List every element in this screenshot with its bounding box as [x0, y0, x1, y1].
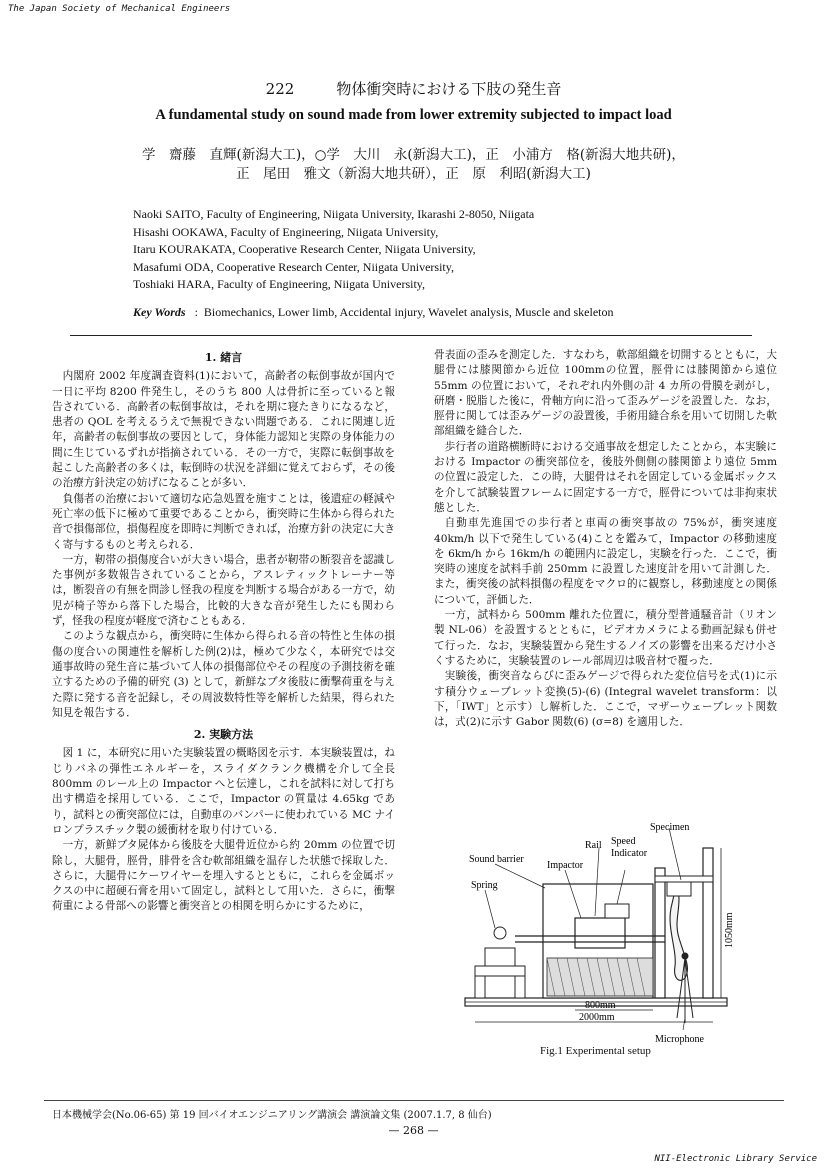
label-dim-1050: 1050mm — [724, 912, 735, 948]
affiliation-2: Hisashi OOKAWA, Faculty of Engineering, Niigata University, — [133, 224, 439, 239]
affiliation-4: Masafumi ODA, Cooperative Research Center, Niigata University, — [133, 259, 454, 274]
section-1-paragraph: このような観点から，衝突時に生体から得られる音の特性と生体の損傷の度合いの関連性を解析した例(2)は，極めて少なく，本研究では交通事故時の発生音に基づいて人体の損傷部位やその程度の予測技術を確立するための予備的研究 (3) として，新鮮なブタ後肢に衝撃荷重を与えた際に発する音を記録し，その周波数特性等を解析した結果，得られた知見を報告する． — [52, 630, 395, 719]
affiliations — [133, 206, 534, 294]
authors-line-1: 学 齋藤 直輝(新潟大工)，○学 大川 永(新潟大工)，正 小浦方 格(新潟大地共研)， — [142, 147, 685, 163]
label-microphone: Microphone — [655, 1034, 704, 1045]
label-spring: Spring — [471, 880, 498, 891]
section-2-paragraph: 一方，新鮮ブタ屍体から後肢を大腿骨近位から約 20mm の位置で切除し，大腿骨，脛骨，腓骨を含む軟部組織を温存した状態で採取した．さらに，大腿骨にケーワイヤーを埋入するとともに，これらを金属ボックスの中に超硬石膏を用いて固定し，試料として用いた．さらに，衝撃荷重による骨部への影響と衝突音との相関を明らかにするために， — [52, 839, 395, 913]
title-jp-text: 物体衝突時における下肢の発生音 — [336, 80, 562, 98]
section-2-heading: 2. 実験方法 — [193, 728, 254, 742]
authors — [0, 146, 827, 184]
section-2-paragraph: 図 1 に，本研究に用いた実験装置の概略図を示す．本実験装置は，ねじりバネの弾性エネルギーを，スライダクランク機構を介して全長 800mm のレール上の Impactor へと伝達し，これを試料に対して打ち出す構造を採用している．ここで，Impactor の質量は 4.65kg であり，試料との衝突部位には，自動車のバンパーに使われている MC ナイロンプラスチック製の緩衝材を取り付けている． — [52, 747, 395, 836]
affiliation-3: Itaru KOURAKATA, Cooperative Research Center, Niigata University, — [133, 242, 476, 256]
label-dim-800: 800mm — [585, 1000, 616, 1011]
label-speed: Speed — [611, 836, 636, 847]
section-2-paragraph: 実験後，衝突音ならびに歪みゲージで得られた変位信号を式(1)に示す積分ウェーブレット変換(5)-(6) (Integral wavelet transform：以下，「IWT」と示す）し解析した．ここで，マザーウェーブレット関数は，式(2)に示す Gabor 関数(6) (σ=8) を適用した． — [434, 670, 777, 729]
authors-line-2: 正 尾田 雅文（新潟大地共研），正 原 利昭(新潟大工) — [236, 166, 591, 182]
right-column — [434, 348, 777, 730]
label-rail: Rail — [585, 840, 602, 851]
footer-service: NII-Electronic Library Service — [654, 1154, 817, 1164]
header-society: The Japan Society of Mechanical Engineers — [8, 4, 231, 14]
section-1-paragraph: 内閣府 2002 年度調査資料(1)において，高齢者の転倒事故が国内で一日に平均 8200 件発生し，そのうち 800 人は骨折に至っていると報告されている．高齢者の転倒事故は，それを期に寝たきりになるなど，患者の QOL を考えるうえで無視できない問題である．これに関連し近年，高齢者の転倒事故の要因として，身体能力認知と実際の身体能力の間に生じているずれが指摘されている．その一方で，実際に転倒事故を起こした高齢者の多くは，転倒時の状況を詳細に覚えておらず，その後の治療方針決定の妨げになることが多い． — [52, 370, 395, 490]
page-number: — 268 — — [388, 1124, 439, 1137]
section-2-paragraph: 自動車先進国での歩行者と車両の衝突事故の 75%が，衝突速度 40km/h 以下で発生している(4)ことを鑑みて，Impactor の移動速度を 6km/h から 16km/h の範囲内に設定し，実験を行った．ここで，衝突時の速度を試料手前 250mm に設置した速度計を用いて計測した．また，衝突後の試料損傷の程度をマクロ的に観察し，移動速度との関係について，評価した． — [434, 517, 777, 606]
header-divider — [70, 335, 752, 336]
title-en: A fundamental study on sound made from lower extremity subjected to impact load — [155, 107, 672, 123]
keywords-sep: : — [194, 305, 198, 319]
affiliation-5: Toshiaki HARA, Faculty of Engineering, Niigata University, — [133, 277, 425, 291]
figure-caption: Fig.1 Experimental setup — [540, 1045, 651, 1057]
footer-citation: 日本機械学会(No.06-65) 第 19 回バイオエンジニアリング講演会 講演論文集 (2007.1.7, 8 仙台) — [52, 1110, 492, 1121]
section-1-heading: 1. 緒言 — [204, 351, 243, 364]
keywords-label: Key Words — [133, 305, 186, 319]
title-jp — [0, 78, 827, 99]
experimental-setup-figure — [455, 818, 735, 1053]
label-sound-barrier: Sound barrier — [469, 854, 524, 865]
keywords-text: Biomechanics, Lower limb, Accidental injury, Wavelet analysis, Muscle and skeleton — [203, 305, 614, 319]
section-1-paragraph: 負傷者の治療において適切な応急処置を施すことは，後遺症の軽減や死亡率の低下に極めて重要であることから，衝突時に生体から得られた音で損傷部位，損傷程度を即時に判断できれば，治療方針の決定に大きく寄与するものと考えられる． — [52, 492, 395, 551]
paper-number: 222 — [265, 80, 295, 98]
keywords — [133, 305, 614, 320]
section-2-paragraph: 一方，試料から 500mm 離れた位置に，積分型普通騒音計（リオン製 NL-06）を設置するとともに，ビデオカメラによる動画記録も併せて行った．なお，実験装置から発生するノイズの影響を出来るだけ小さくするために，実験装置のレール部周辺は吸音材で覆った． — [434, 609, 777, 667]
affiliation-1: Naoki SAITO, Faculty of Engineering, Niigata University, Ikarashi 2-8050, Niigata — [133, 207, 535, 221]
left-column — [52, 348, 395, 915]
section-2-paragraph: 歩行者の道路横断時における交通事故を想定したことから，本実験における Impactor の衝突部位を，後肢外側側の膝関節より遠位 5mm の位置に設定した．この時，大腿骨はそれを固定している金属ボックスを介して試験装置フレームに固定する一方で，脛骨については非拘束状態とした． — [434, 440, 777, 514]
label-indicator: Indicator — [611, 848, 648, 859]
label-specimen: Specimen — [650, 822, 690, 833]
section-2-paragraph: 骨表面の歪みを測定した．すなわち，軟部組織を切開するとともに，大腿骨には膝関節から近位 100mmの位置，脛骨には膝関節から遠位 55mm の位置において，それぞれ内外側の計 4 カ所の骨膜を剥がし，研磨・脱脂した後に，骨軸方向に沿って歪みゲージを設置した．なお，脛骨に関しては歪みゲージの設置後，手術用縫合糸を用いて切開した軟部組織を縫合した． — [434, 349, 777, 438]
label-impactor: Impactor — [547, 860, 584, 871]
section-1-paragraph: 一方，靭帯の損傷度合いが大きい場合，患者が靭帯の断裂音を認識した事例が多数報告されていることから，アスレティックトレーナー等は，断裂音の有無を問診し怪我の程度を判断する場合がある一方で，幼児が椅子等から落下した場合，比較的大きな音が発生したにも関わらず，怪我の程度が軽度で済むこともある． — [52, 553, 395, 628]
footer-divider — [44, 1100, 784, 1101]
label-dim-2000: 2000mm — [579, 1012, 615, 1023]
